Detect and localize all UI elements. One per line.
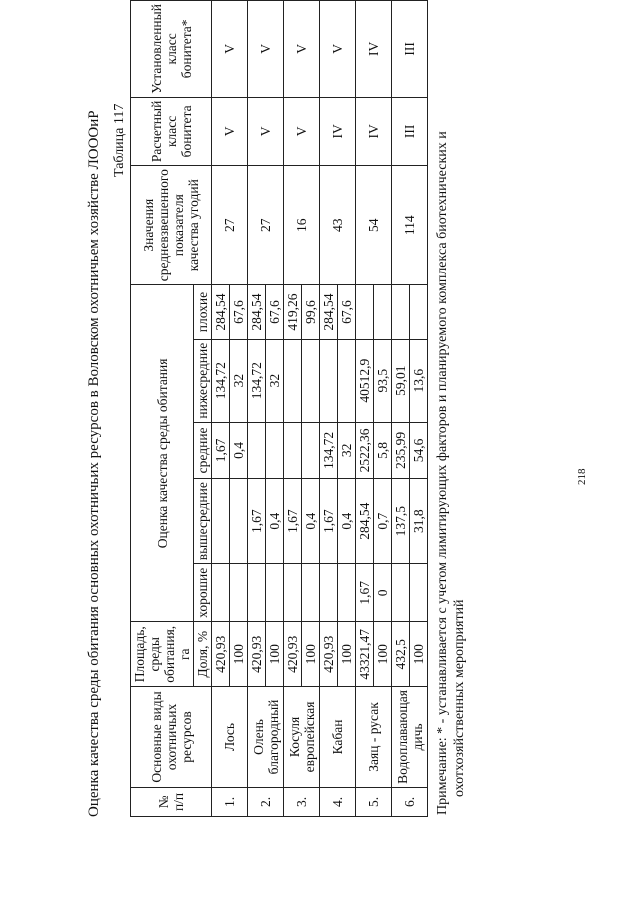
- footnote: [434, 115, 468, 815]
- quality-above-share-cell: 31,8: [410, 479, 428, 564]
- footnote-line-1: Примечание: * - устанавливается с учетом лимитирующих факторов и планируемого комплекса биотехнических и: [435, 131, 450, 815]
- species-name-cell: Олень благородный: [248, 687, 284, 788]
- quality-avg-share-cell: [302, 422, 320, 479]
- quality-avg-share-cell: 54,6: [410, 422, 428, 479]
- quality-below-share-cell: [338, 339, 356, 422]
- quality-avg-area-cell: 1,67: [212, 422, 230, 479]
- quality-good-share-cell: [338, 564, 356, 622]
- species-name-cell: Косуля европейская: [284, 687, 320, 788]
- table-row: [356, 1, 374, 817]
- calc-class-cell: V: [212, 97, 248, 165]
- quality-good-area-cell: [212, 564, 230, 622]
- quality-avg-area-cell: [248, 422, 266, 479]
- quality-bad-area-cell: [356, 285, 374, 339]
- header-area: Площадь, среды обитания, га: [131, 622, 194, 687]
- row-number-cell: 2.: [248, 787, 284, 816]
- header-num: № п/п: [131, 787, 212, 816]
- area-share-cell: 100: [302, 622, 320, 687]
- quality-below-share-cell: 93,5: [374, 339, 392, 422]
- table-label: Таблица 117: [112, 103, 127, 177]
- area-share-cell: 100: [338, 622, 356, 687]
- row-number-cell: 6.: [392, 787, 428, 816]
- quality-below-area-cell: 134,72: [248, 339, 266, 422]
- quality-avg-share-cell: 0,4: [230, 422, 248, 479]
- row-number-cell: 3.: [284, 787, 320, 816]
- quality-above-share-cell: 0,7: [374, 479, 392, 564]
- table-row: [392, 1, 410, 817]
- quality-above-area-cell: 1,67: [248, 479, 266, 564]
- quality-bad-share-cell: 67,6: [338, 285, 356, 339]
- set-class-cell: IV: [356, 1, 392, 98]
- calc-class-cell: III: [392, 97, 428, 165]
- quality-good-area-cell: [248, 564, 266, 622]
- quality-avg-share-cell: 32: [338, 422, 356, 479]
- set-class-cell: V: [212, 1, 248, 98]
- quality-good-share-cell: [266, 564, 284, 622]
- quality-above-share-cell: 0,4: [266, 479, 284, 564]
- header-q-above: вышесредние: [194, 479, 212, 564]
- header-q-bad: плохие: [194, 285, 212, 339]
- quality-above-share-cell: 0,4: [338, 479, 356, 564]
- quality-above-area-cell: 1,67: [284, 479, 302, 564]
- weighted-value-cell: 27: [248, 166, 284, 285]
- quality-good-share-cell: [230, 564, 248, 622]
- footnote-line-2: охотхозяйственных мероприятий: [452, 599, 467, 797]
- quality-below-area-cell: [284, 339, 302, 422]
- quality-above-area-cell: 284,54: [356, 479, 374, 564]
- quality-bad-share-cell: [374, 285, 392, 339]
- header-weighted: Значения средневзвешенного показателя качества угодий: [131, 166, 212, 285]
- row-number-cell: 1.: [212, 787, 248, 816]
- table-row: [248, 1, 266, 817]
- area-share-cell: 100: [266, 622, 284, 687]
- quality-good-area-cell: 1,67: [356, 564, 374, 622]
- quality-below-area-cell: 59,01: [392, 339, 410, 422]
- weighted-value-cell: 27: [212, 166, 248, 285]
- quality-avg-share-cell: 5,8: [374, 422, 392, 479]
- quality-bad-share-cell: 67,6: [230, 285, 248, 339]
- calc-class-cell: IV: [356, 97, 392, 165]
- header-calc-class: Расчетный класс бонитета: [131, 97, 212, 165]
- calc-class-cell: V: [284, 97, 320, 165]
- quality-avg-area-cell: 2522,36: [356, 422, 374, 479]
- quality-avg-share-cell: [266, 422, 284, 479]
- calc-class-cell: IV: [320, 97, 356, 165]
- quality-good-share-cell: 0: [374, 564, 392, 622]
- quality-table: [130, 0, 428, 817]
- area-cell: 420,93: [248, 622, 266, 687]
- set-class-cell: V: [284, 1, 320, 98]
- quality-bad-share-cell: 67,6: [266, 285, 284, 339]
- header-set-class: Установленный класс бонитета*: [131, 1, 212, 98]
- header-quality: Оценка качества среды обитания: [131, 285, 194, 622]
- row-number-cell: 4.: [320, 787, 356, 816]
- quality-bad-area-cell: 284,54: [320, 285, 338, 339]
- area-cell: 43321,47: [356, 622, 374, 687]
- weighted-value-cell: 43: [320, 166, 356, 285]
- table-row: [212, 1, 230, 817]
- weighted-value-cell: 54: [356, 166, 392, 285]
- weighted-value-cell: 16: [284, 166, 320, 285]
- table-row: [320, 1, 338, 817]
- quality-below-share-cell: 13,6: [410, 339, 428, 422]
- quality-good-area-cell: [320, 564, 338, 622]
- quality-below-area-cell: [320, 339, 338, 422]
- set-class-cell: V: [248, 1, 284, 98]
- area-cell: 420,93: [284, 622, 302, 687]
- species-name-cell: Кабан: [320, 687, 356, 788]
- weighted-value-cell: 114: [392, 166, 428, 285]
- quality-bad-share-cell: [410, 285, 428, 339]
- area-cell: 432,5: [392, 622, 410, 687]
- quality-bad-area-cell: [392, 285, 410, 339]
- area-cell: 420,93: [212, 622, 230, 687]
- header-species: Основные виды охотничьих ресурсов: [131, 687, 212, 788]
- area-share-cell: 100: [230, 622, 248, 687]
- document-title: Оценка качества среды обитания основных охотничьих ресурсов в Воловском охотничьем хозяйстве ЛОООиР: [86, 110, 102, 817]
- row-number-cell: 5.: [356, 787, 392, 816]
- quality-avg-area-cell: 134,72: [320, 422, 338, 479]
- quality-below-area-cell: 40512,9: [356, 339, 374, 422]
- species-name-cell: Водоплавающая дичь: [392, 687, 428, 788]
- quality-above-share-cell: 0,4: [302, 479, 320, 564]
- quality-bad-area-cell: 284,54: [212, 285, 230, 339]
- quality-above-area-cell: 137,5: [392, 479, 410, 564]
- table-row: [284, 1, 302, 817]
- species-name-cell: Заяц - русак: [356, 687, 392, 788]
- quality-good-share-cell: [410, 564, 428, 622]
- quality-below-share-cell: 32: [266, 339, 284, 422]
- quality-below-area-cell: 134,72: [212, 339, 230, 422]
- quality-above-area-cell: [212, 479, 230, 564]
- set-class-cell: V: [320, 1, 356, 98]
- header-area-share: Доля, %: [194, 622, 212, 687]
- quality-good-area-cell: [284, 564, 302, 622]
- quality-above-share-cell: [230, 479, 248, 564]
- quality-good-share-cell: [302, 564, 320, 622]
- species-name-cell: Лось: [212, 687, 248, 788]
- quality-below-share-cell: 32: [230, 339, 248, 422]
- area-cell: 420,93: [320, 622, 338, 687]
- quality-bad-area-cell: 284,54: [248, 285, 266, 339]
- quality-avg-area-cell: 235,99: [392, 422, 410, 479]
- quality-below-share-cell: [302, 339, 320, 422]
- header-q-below: нижесредние: [194, 339, 212, 422]
- area-share-cell: 100: [410, 622, 428, 687]
- quality-good-area-cell: [392, 564, 410, 622]
- calc-class-cell: V: [248, 97, 284, 165]
- set-class-cell: III: [392, 1, 428, 98]
- table-body: [212, 1, 428, 817]
- area-share-cell: 100: [374, 622, 392, 687]
- header-q-good: хорошие: [194, 564, 212, 622]
- header-q-avg: средние: [194, 422, 212, 479]
- quality-avg-area-cell: [284, 422, 302, 479]
- quality-bad-share-cell: 99,6: [302, 285, 320, 339]
- quality-bad-area-cell: 419,26: [284, 285, 302, 339]
- page-number: 218: [576, 468, 588, 485]
- quality-above-area-cell: 1,67: [320, 479, 338, 564]
